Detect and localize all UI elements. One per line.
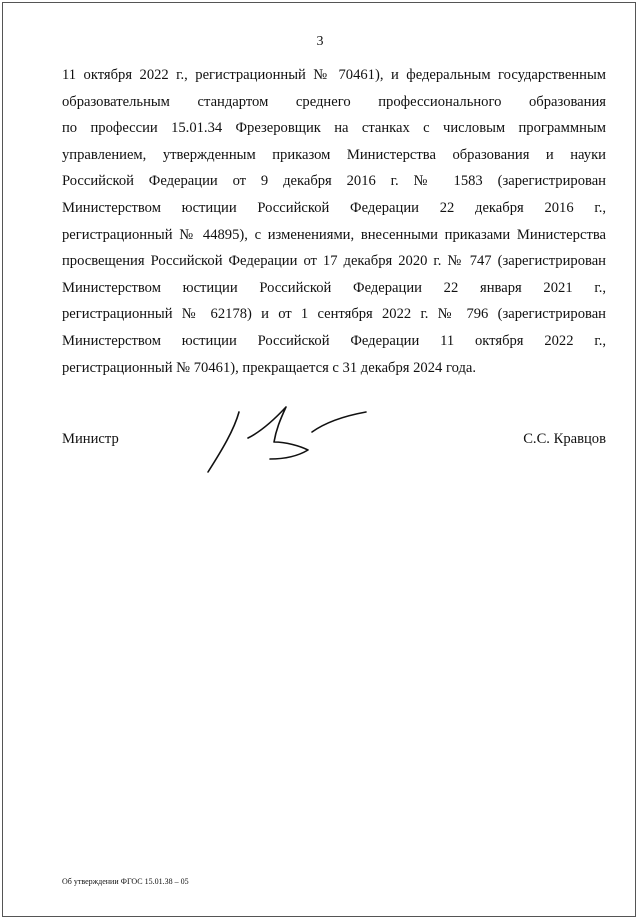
signature-stroke-3 [312,412,366,432]
body-line-10: регистрационный № 62178) и от 1 сентября 2022 г. № 796 (зарегистрирован [62,306,606,323]
body-line-2: образовательным стандартом среднего профессионального образования [62,93,606,110]
body-line-12: регистрационный № 70461), прекращается с 31 декабря 2024 года. [62,359,477,376]
body-line-9: Министерством юстиции Российской Федерации 22 января 2021 г., [62,279,606,296]
page-number: 3 [316,34,324,49]
body-line-7: регистрационный № 44895), с изменениями, внесенными приказами Министерства [62,226,606,243]
body-line-3: по профессии 15.01.34 Фрезеровщик на станках с числовым программным [62,120,606,137]
body-line-4: управлением, утвержденным приказом Министерства образования и науки [62,146,606,163]
body-line-1: 11 октября 2022 г., регистрационный № 70461), и федеральным государственным [62,67,606,83]
signatory-name: С.С. Кравцов [523,431,606,447]
body-line-8: просвещения Российской Федерации от 17 декабря 2020 г. № 747 (зарегистрирован [62,253,606,270]
minister-title: Министр [62,431,119,447]
body-line-6: Министерством юстиции Российской Федерации 22 декабря 2016 г., [62,199,606,216]
signature-block [62,431,606,455]
footer-reference: Об утверждении ФГОС 15.01.38 – 05 [62,877,189,886]
body-paragraph [62,62,606,381]
body-line-11: Министерством юстиции Российской Федерации 11 октября 2022 г., [62,332,606,349]
body-line-5: Российской Федерации от 9 декабря 2016 г. № 1583 (зарегистрирован [62,173,606,190]
